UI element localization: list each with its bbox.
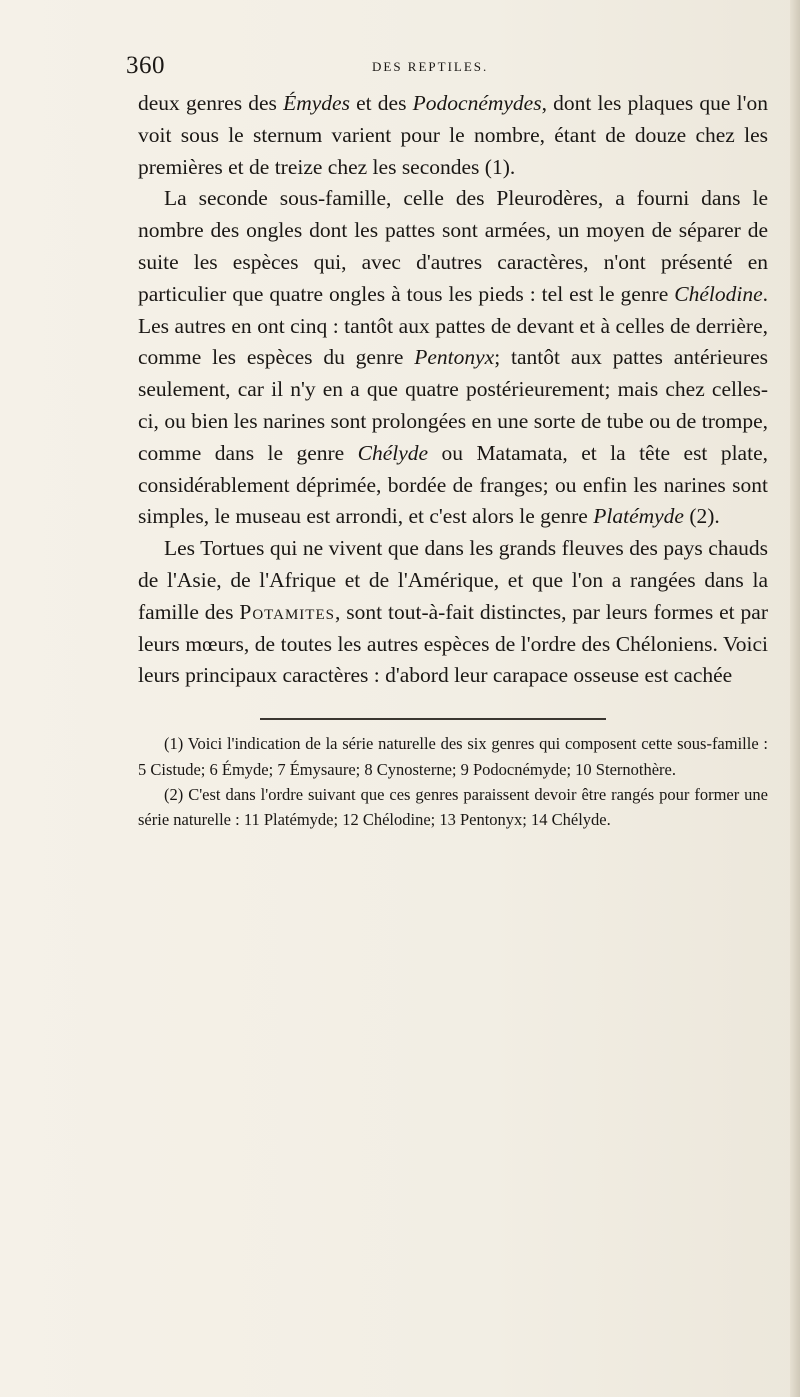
text-run: et des	[349, 91, 413, 115]
footnote-2: (2) C'est dans l'ordre suivant que ces genres paraissent devoir être rangés pour former une série naturelle : 11 Platémyde; 12 Chélodine; 13 Pentonyx; 14 Chélyde.	[138, 784, 768, 830]
footnote-rule	[260, 718, 606, 720]
text-run: Podocnémydes	[412, 91, 542, 115]
text-run: Chélodine	[674, 281, 763, 306]
paragraph	[138, 88, 768, 183]
body-text	[112, 88, 768, 692]
paragraph	[138, 533, 768, 692]
text-run: , dont les plaques que l'on voit sous le sternum varient pour le nombre, étant de douze chez les premières et de treize chez les secondes (1).	[138, 91, 768, 179]
paragraph	[138, 183, 768, 533]
text-run: Pentonyx	[414, 345, 495, 370]
page-content	[112, 52, 767, 833]
text-run: Platémyde	[593, 504, 684, 529]
text-run: Les Tortues qui ne vivent que dans les grands fleuves des pays chauds de l'Asie, de l'Afrique et de l'Amérique, et que l'on a rangées dans la famille des	[138, 536, 768, 624]
text-run: Émydes	[283, 91, 350, 115]
text-run: (2).	[683, 504, 720, 529]
text-run: , sont tout-à-fait distinctes, par leurs formes et par leurs mœurs, de toutes les autres espèces de l'ordre des Chéloniens. Voici leurs principaux caractères : d'abord leur carapace osseuse est cachée	[138, 599, 768, 688]
text-run: . Les autres en ont cinq : tantôt aux pattes de devant et à celles de derrière, comme les espèces du genre	[138, 281, 768, 370]
footnote-1: (1) Voici l'indication de la série naturelle des six genres qui composent cette sous-famille : 5 Cistude; 6 Émyde; 7 Émysaure; 8 Cynosterne; 9 Podocnémyde; 10 Sternothère.	[138, 734, 768, 779]
text-run: La seconde sous-famille, celle des Pleurodères, a fourni dans le nombre des ongles dont les pattes sont armées, un moyen de séparer de suite les espèces qui, avec d'autres caractères, n'ont présenté en particulier que quatre ongles à tous les pieds : tel est le genre	[138, 186, 768, 306]
running-head	[112, 52, 767, 88]
text-run: ; tantôt aux pattes antérieures seulement, car il n'y en a que quatre postérieurement; mais chez celles-ci, ou bien les narines sont prolongées en une sorte de tube ou de trompe, comme dans le genre	[138, 345, 768, 465]
text-run: ou Matamata, et la tête est plate, considérablement déprimée, bordée de franges; ou enfin les narines sont simples, le museau est arrondi, et c'est alors le genre	[138, 440, 768, 529]
running-title: DES REPTILES.	[372, 59, 489, 74]
text-run: Potamites	[239, 599, 335, 624]
footnotes	[138, 731, 768, 833]
text-run: Chélyde	[357, 440, 429, 465]
page-edge	[790, 0, 800, 1397]
text-run: deux genres des	[138, 91, 284, 115]
page-number: 360	[126, 52, 165, 79]
